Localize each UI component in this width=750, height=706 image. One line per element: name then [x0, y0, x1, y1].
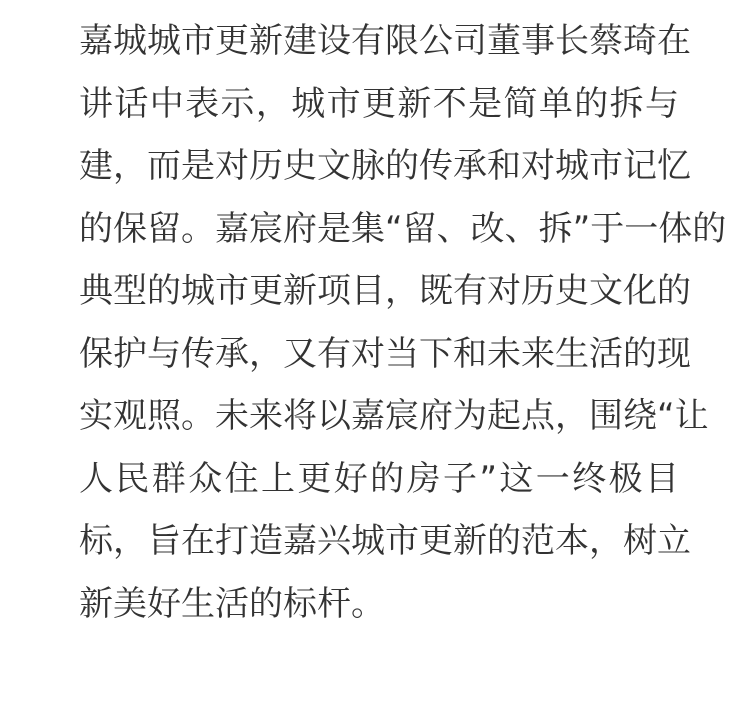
article-paragraph [79, 10, 727, 635]
paragraph-line: 嘉城城市更新建设有限公司董事长蔡琦在 [79, 21, 691, 61]
paragraph-line: 保护与传承，又有对当下和未来生活的现 [79, 333, 691, 374]
paragraph-line: 讲话中表示，城市更新不是简单的拆与 [79, 83, 679, 124]
paragraph-line: 新美好生活的标杆。 [79, 583, 385, 624]
paragraph-line: 标，旨在打造嘉兴城市更新的范本，树立 [79, 521, 691, 561]
paragraph-line: 人民群众住上更好的房子”这一终极目 [79, 458, 679, 499]
paragraph-line: 的保留。嘉宸府是集“留、改、拆”于一体的 [79, 208, 727, 249]
paragraph-line: 建，而是对历史文脉的传承和对城市记忆 [79, 146, 691, 186]
paragraph-line: 实观照。未来将以嘉宸府为起点，围绕“让 [79, 396, 709, 436]
paragraph-line: 典型的城市更新项目，既有对历史文化的 [79, 271, 691, 311]
